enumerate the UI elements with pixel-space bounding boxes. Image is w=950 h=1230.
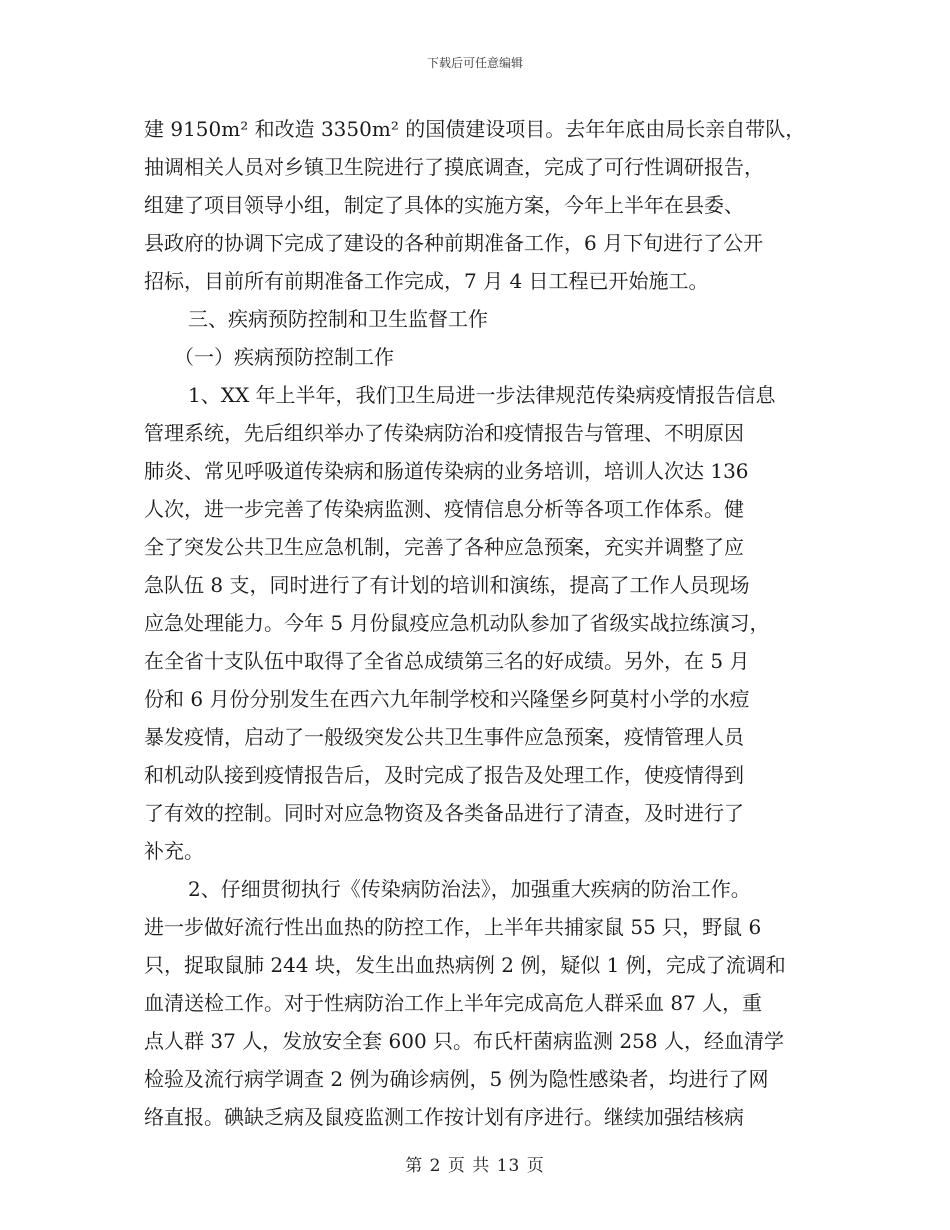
body-line: 暴发疫情，启动了一般级突发公共卫生事件应急预案，疫情管理人员 (144, 725, 744, 749)
subsection-heading: （一）疾病预防控制工作 (174, 345, 394, 369)
body-line: 2、仔细贯彻执行《传染病防治法》，加强重大疾病的防治工作。 (188, 877, 751, 901)
page-header: 下载后可任意编辑 (426, 56, 523, 70)
body-line: 和机动队接到疫情报告后，及时完成了报告及处理工作，使疫情得到 (144, 763, 744, 787)
page-number-footer: 第 2 页 共 13 页 (405, 1156, 545, 1176)
body-line: 进一步做好流行性出血热的防控工作，上半年共捕家鼠 55 只，野鼠 6 (144, 915, 762, 939)
body-line: 份和 6 月份分别发生在西六九年制学校和兴隆堡乡阿莫村小学的水痘 (144, 687, 750, 711)
body-line: 急队伍 8 支，同时进行了有计划的培训和演练，提高了工作人员现场 (144, 573, 750, 597)
section-heading: 三、疾病预防控制和卫生监督工作 (188, 307, 488, 331)
body-line: 管理系统，先后组织举办了传染病防治和疫情报告与管理、不明原因 (144, 421, 744, 445)
body-line: 县政府的协调下完成了建设的各种前期准备工作，6 月下旬进行了公开 (144, 231, 764, 255)
body-line: 络直报。碘缺乏病及鼠疫监测工作按计划有序进行。继续加强结核病 (144, 1105, 744, 1129)
document-body (144, 110, 808, 1136)
body-line: 人次，进一步完善了传染病监测、疫情信息分析等各项工作体系。健 (144, 497, 744, 521)
body-line: 点人群 37 人，发放安全套 600 只。布氏杆菌病监测 258 人，经血清学 (144, 1029, 784, 1053)
body-line: 肺炎、常见呼吸道传染病和肠道传染病的业务培训，培训人次达 136 (144, 459, 749, 483)
body-line: 只，捉取鼠肺 244 块，发生出血热病例 2 例，疑似 1 例，完成了流调和 (144, 953, 786, 977)
body-line: 在全省十支队伍中取得了全省总成绩第三名的好成绩。另外，在 5 月 (144, 649, 750, 673)
body-line: 1、XX 年上半年，我们卫生局进一步法律规范传染病疫情报告信息 (188, 383, 776, 407)
body-line: 血清送检工作。对于性病防治工作上半年完成高危人群采血 87 人，重 (144, 991, 763, 1015)
body-line: 招标，目前所有前期准备工作完成，7 月 4 日工程已开始施工。 (144, 269, 709, 293)
body-line: 组建了项目领导小组，制定了具体的实施方案，今年上半年在县委、 (144, 193, 744, 217)
body-line: 全了突发公共卫生应急机制，完善了各种应急预案，充实并调整了应 (144, 535, 744, 559)
body-line: 建 9150m² 和改造 3350m² 的国债建设项目。去年年底由局长亲自带队， (144, 117, 806, 141)
body-line: 补充。 (144, 839, 204, 863)
body-line: 应急处理能力。今年 5 月份鼠疫应急机动队参加了省级实战拉练演习， (144, 611, 770, 635)
body-line: 了有效的控制。同时对应急物资及各类备品进行了清查，及时进行了 (144, 801, 744, 825)
body-line: 抽调相关人员对乡镇卫生院进行了摸底调查，完成了可行性调研报告， (144, 155, 764, 179)
body-line: 检验及流行病学调查 2 例为确诊病例，5 例为隐性感染者，均进行了网 (144, 1067, 769, 1091)
